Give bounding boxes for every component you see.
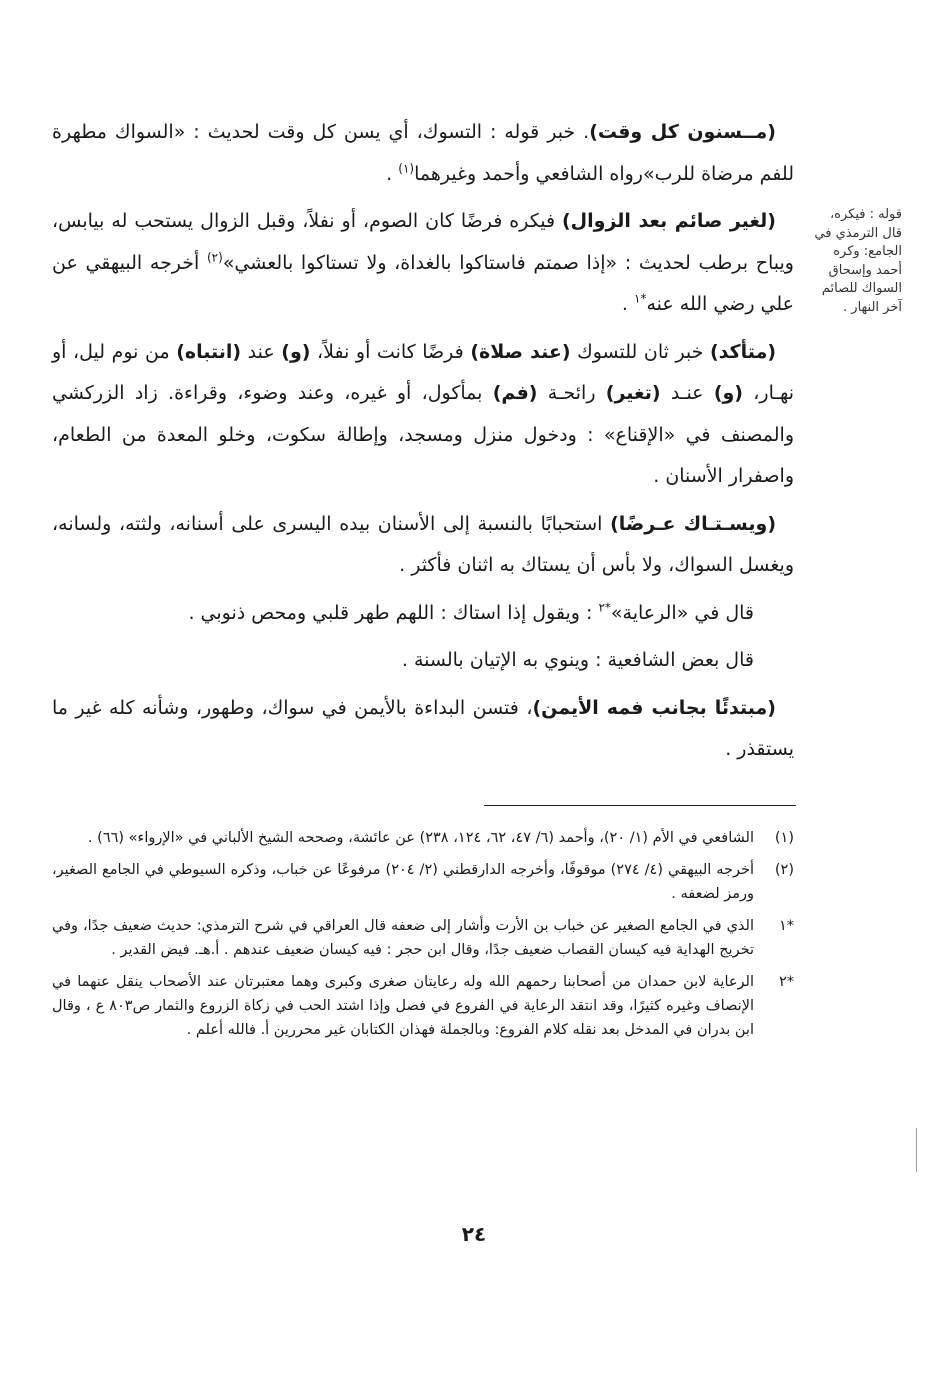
paragraph-1: (مــسنون كل وقت). خبر قوله : التسوك، أي يسن كل وقت لحديث : «السواك مطهرة للفم مرضاة للرب»رواه الشافعي وأحمد وغيرهما$^{(١)}$ . <box>52 121 794 185</box>
main-text <box>52 112 794 771</box>
footnote-marker: (١) <box>774 830 794 846</box>
paragraph-5: قال في «الرعاية»$^{*٢}$ : ويقول إذا استاك : اللهم طهر قلبي ومحص ذنوبي . <box>188 600 754 624</box>
matn-phrase: (لغير صائم بعد الزوال) <box>561 210 776 232</box>
footnote-1 <box>52 826 794 850</box>
matn-phrase: (متأكد) <box>709 340 777 363</box>
matn-phrase: (و) <box>281 340 311 363</box>
footnote-text: أخرجه البيهقي (٤/ ٢٧٤) موقوفًا، وأخرجه الدارقطني (٢/ ٢٠٤) مرفوعًا عن خباب، وذكره السيوطي في الجامع الصغير، ورمز لضعفه . <box>52 862 754 902</box>
matn-phrase: (مبتدئًا بجانب فمه الأيمن) <box>532 696 776 719</box>
matn-phrase: (فم) <box>492 382 538 404</box>
paragraph-2: (لغير صائم بعد الزوال) فيكره فرضًا كان الصوم، أو نفلاً، وقبل الزوال يستحب له بيابس، ويباح برطب لحديث : «إذا صمتم فاستاكوا بالغداة، ولا تستاكوا بالعشي»$^{(٢)}$ أخرجه البيهقي عن علي رضي الله عنه$^{*١}$ . <box>52 210 794 315</box>
footnote-ref: (٢) <box>206 250 223 265</box>
footnote-marker: *١ <box>778 918 794 934</box>
footnote-text: الرعاية لابن حمدان من أصحابنا رحمهم الله وله رعايتان صغرى وكبرى وهما معتبرتان عند الأصحاب ينقل عنهما في الإنصاف وغيره كثيرًا، وقد انتقد الرعاية في الفروع في فصل وإذا اشتد الحب في زكاة الزروع والثمار ص٨٠٣ ع ، وقال ابن بدران في المدخل بعد نقله كلام الفروع: وبالجملة فهذان الكتابان غير محررين أ. فالله أعلم . <box>52 974 754 1038</box>
paragraph-6: قال بعض الشافعية : وينوي به الإتيان بالسنة . <box>401 649 754 671</box>
margin-note: قوله : فيكره، قال الترمذي في الجامع: وكره أحمد وإسحاق السواك للصائم آخر النهار . <box>814 207 902 315</box>
matn-phrase: (مــسنون كل وقت) <box>589 121 776 143</box>
footnote-separator <box>484 805 796 806</box>
paragraph-7: (مبتدئًا بجانب فمه الأيمن)، فتسن البداءة بالأيمن في سواك، وطهور، وشأنه كله غير ما يستقذر . <box>52 696 794 760</box>
matn-phrase: (تغير) <box>605 382 661 404</box>
footnote-ref: (١) <box>398 161 415 176</box>
footnotes <box>52 826 794 1050</box>
footnote-text: الشافعي في الأم (١/ ٢٠)، وأحمد (٦/ ٤٧، ٦٢، ١٢٤، ٢٣٨) عن عائشة، وصححه الشيخ الألباني في «الإرواء» (٦٦) . <box>87 830 754 846</box>
page-number: ٢٤ <box>461 1222 487 1246</box>
footnote-ref: *٢ <box>598 600 611 615</box>
footnote-2 <box>52 858 794 906</box>
matn-phrase: (و) <box>713 382 743 404</box>
margin-mark <box>916 1128 917 1172</box>
matn-phrase: (انتباه) <box>176 340 242 363</box>
footnote-marker: *٢ <box>778 974 794 990</box>
footnote-ref: *١ <box>634 291 647 306</box>
matn-phrase: (عند صلاة) <box>470 340 571 363</box>
footnote-marker: (٢) <box>774 862 794 878</box>
footnote-text: الذي في الجامع الصغير عن خباب بن الأرت وأشار إلى ضعفه قال العراقي في شرح الترمذي: حديث ضعيف جدًا، وفي تخريج الهداية فيه كيسان القصاب ضعيف جدًا، وقال ابن حجر : فيه كيسان ضعيف عندهم . أ.هـ. فيض القدير . <box>52 918 754 958</box>
footnote-star-1 <box>52 914 794 962</box>
matn-phrase: (ويسـتـاك عـرضًا) <box>610 512 777 535</box>
paragraph-3: (متأكد) خبر ثان للتسوك (عند صلاة) فرضًا كانت أو نفلاً، (و) عند (انتباه) من نوم ليل، أو نهـار، (و) عنـد (تغير) رائحـة (فم) بمأكول، أو غيره، وعند وضوء، وقراءة. زاد الزركشي والمصنف في «الإقناع» : ودخول منزل ومسجد، وإطالة سكوت، وخلو المعدة من الطعام، واصفرار الأسنان . <box>52 340 795 487</box>
footnote-star-2 <box>52 970 794 1042</box>
paragraph-4: (ويسـتـاك عـرضًا) استحبابًا بالنسبة إلى الأسنان بيده اليسرى على أسنانه، ولثته، ولسانه، ويغسل السواك، ولا بأس أن يستاك به اثنان فأكثر . <box>52 512 794 576</box>
